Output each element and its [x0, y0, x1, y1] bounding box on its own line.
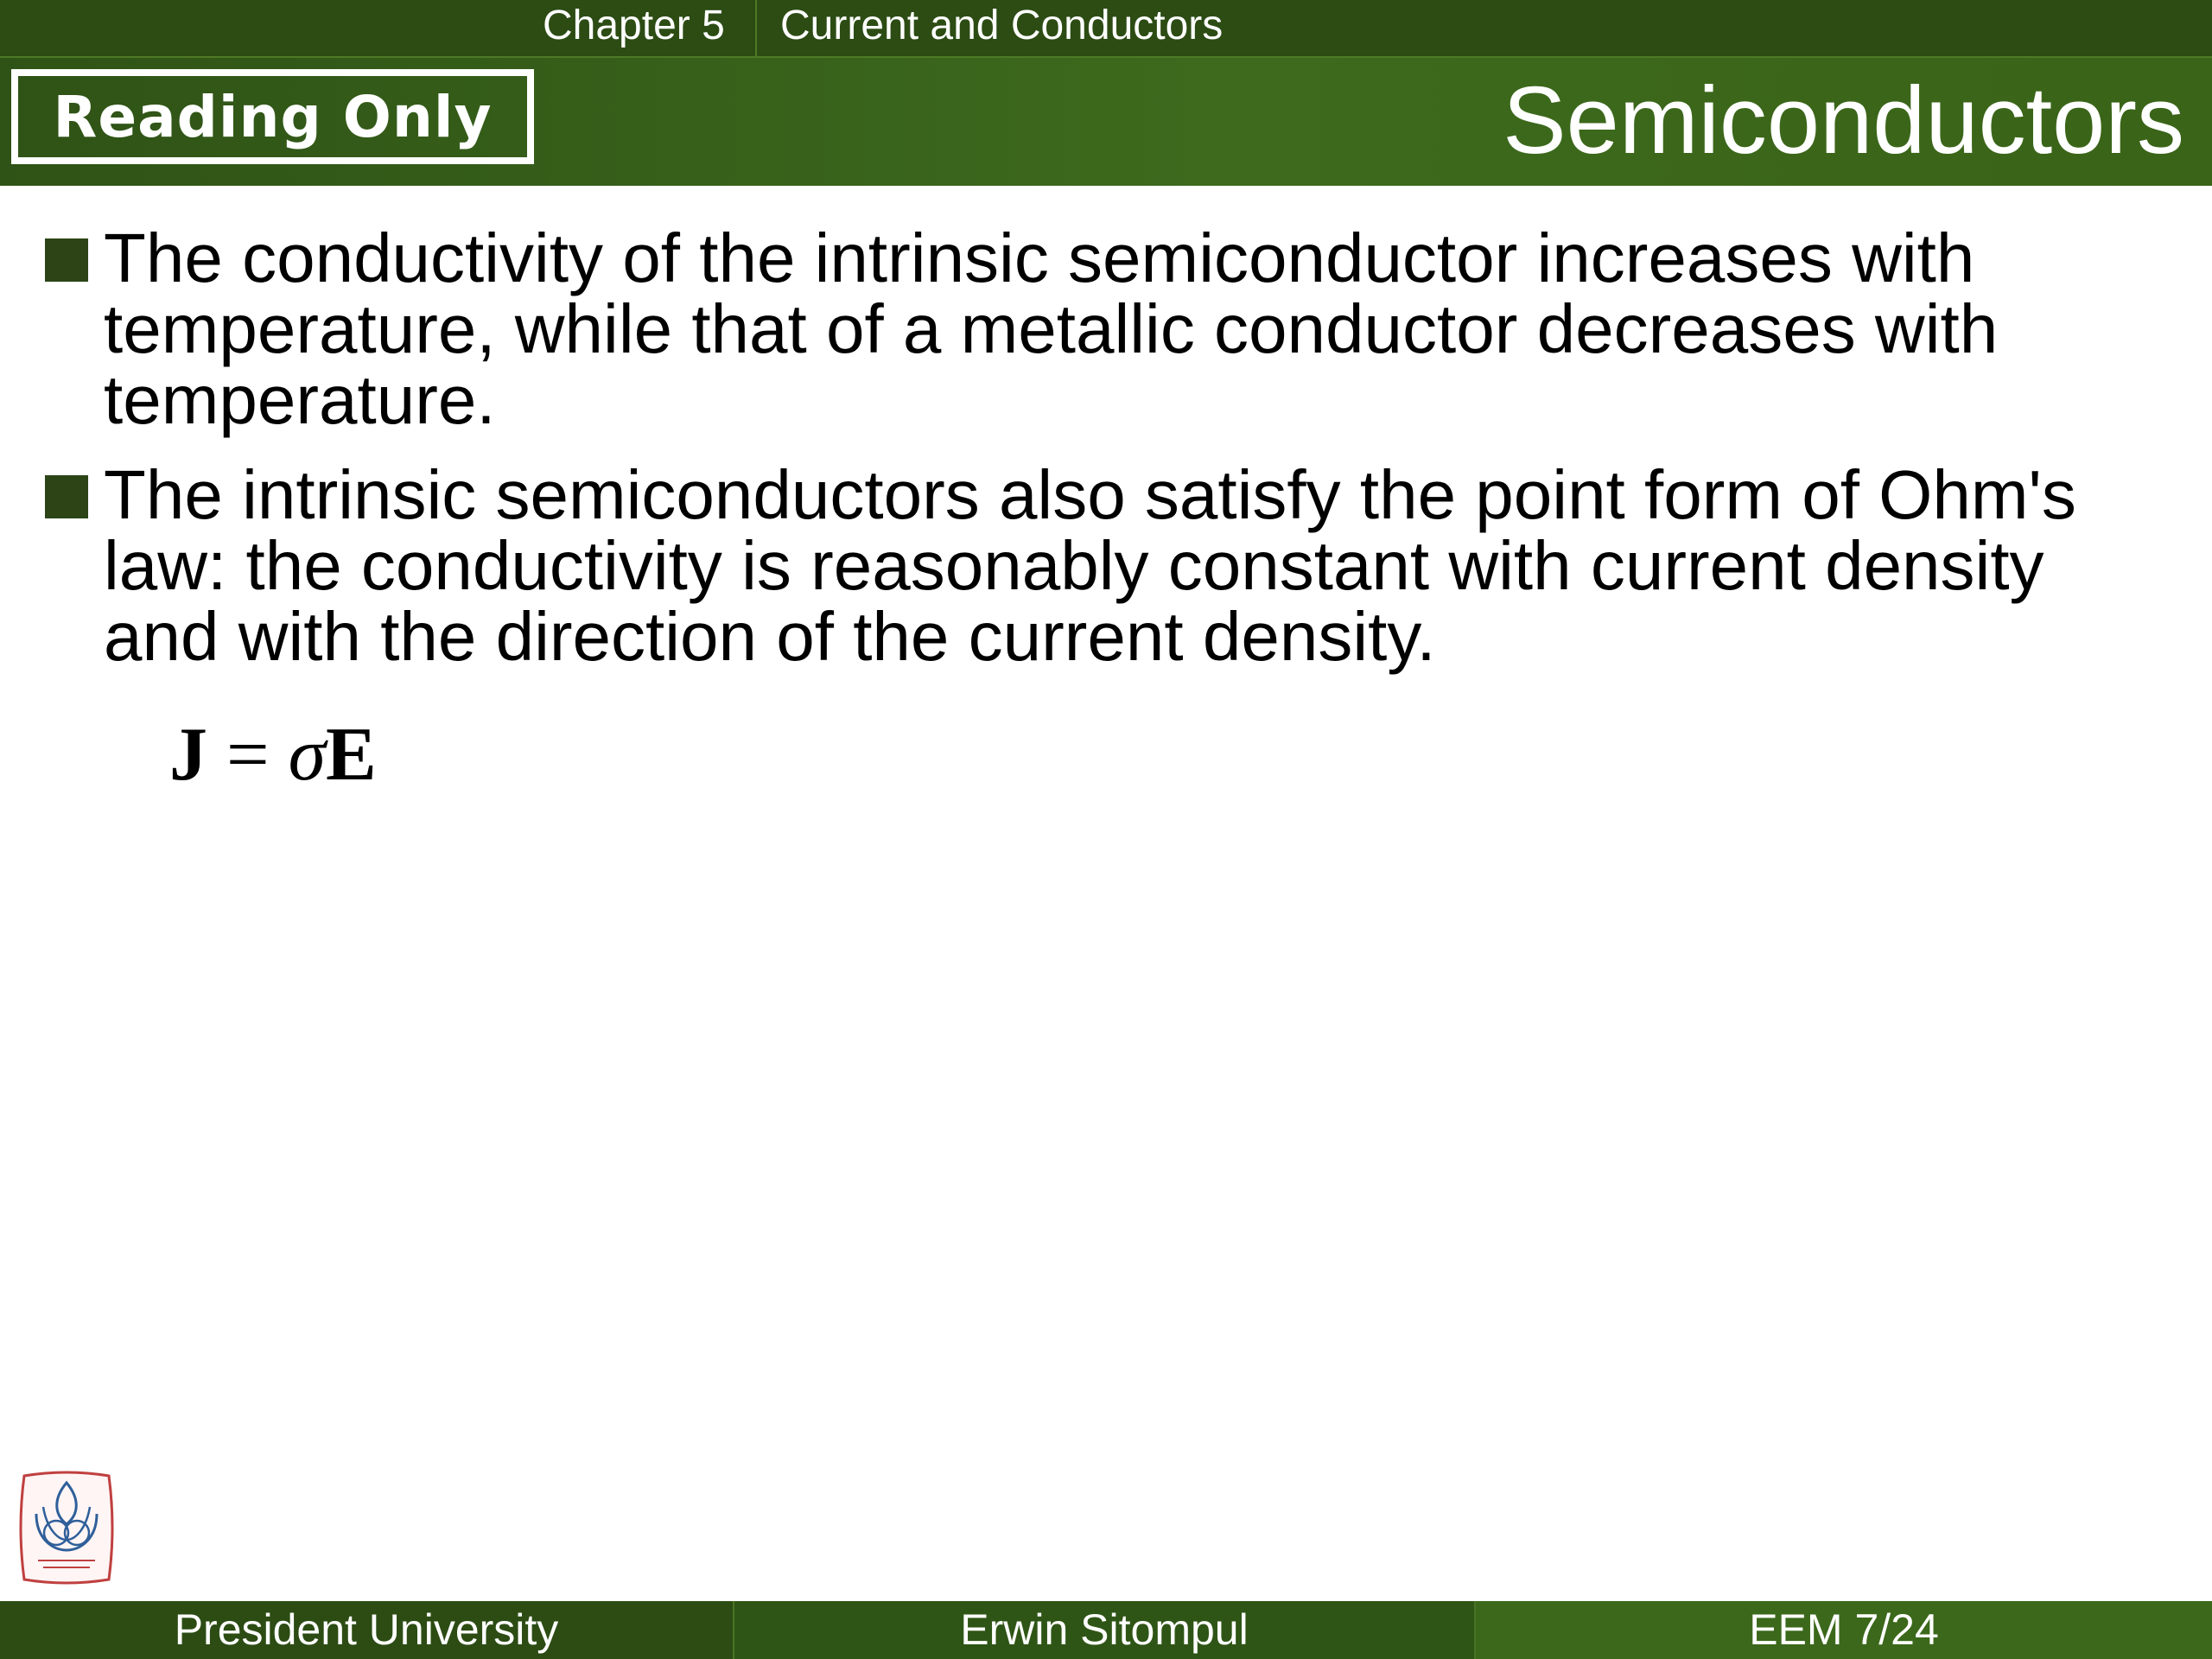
slide-title: Semiconductors: [1503, 67, 2184, 174]
header-divider: [755, 0, 757, 56]
bullet-item: [43, 456, 2177, 675]
reading-only-text: Reading Only: [53, 83, 493, 150]
square-bullet-icon: [45, 238, 88, 282]
section-label: Current and Conductors: [780, 3, 1224, 48]
equals-sign: =: [226, 713, 270, 797]
bullet-text: The conductivity of the intrinsic semiconductor increases with temperature, while that of a metallic conductor decreases with temperature.: [104, 219, 1999, 438]
footer-author: Erwin Sitompul: [734, 1601, 1476, 1659]
current-density-symbol: J: [169, 713, 207, 797]
square-bullet-icon: [45, 475, 88, 518]
chapter-label: Chapter 5: [543, 3, 725, 48]
top-navigation-bar: [0, 0, 2212, 58]
university-logo-icon: [17, 1471, 116, 1585]
footer-page-number: EEM 7/24: [1476, 1601, 2212, 1659]
ohms-law-equation: [169, 712, 377, 798]
bullet-text: The intrinsic semiconductors also satisfy the point form of Ohm's law: the conductivity is reasonably constant with current density and with the direction of the current density.: [104, 456, 2076, 675]
reading-only-badge: [11, 69, 534, 164]
title-bar: [0, 58, 2212, 186]
bullet-item: [43, 219, 2177, 438]
footer-bar: [0, 1601, 2212, 1659]
footer-university: President University: [0, 1601, 734, 1659]
conductivity-symbol: σ: [288, 713, 327, 797]
electric-field-symbol: E: [326, 713, 377, 797]
bullet-list: [43, 219, 2177, 696]
